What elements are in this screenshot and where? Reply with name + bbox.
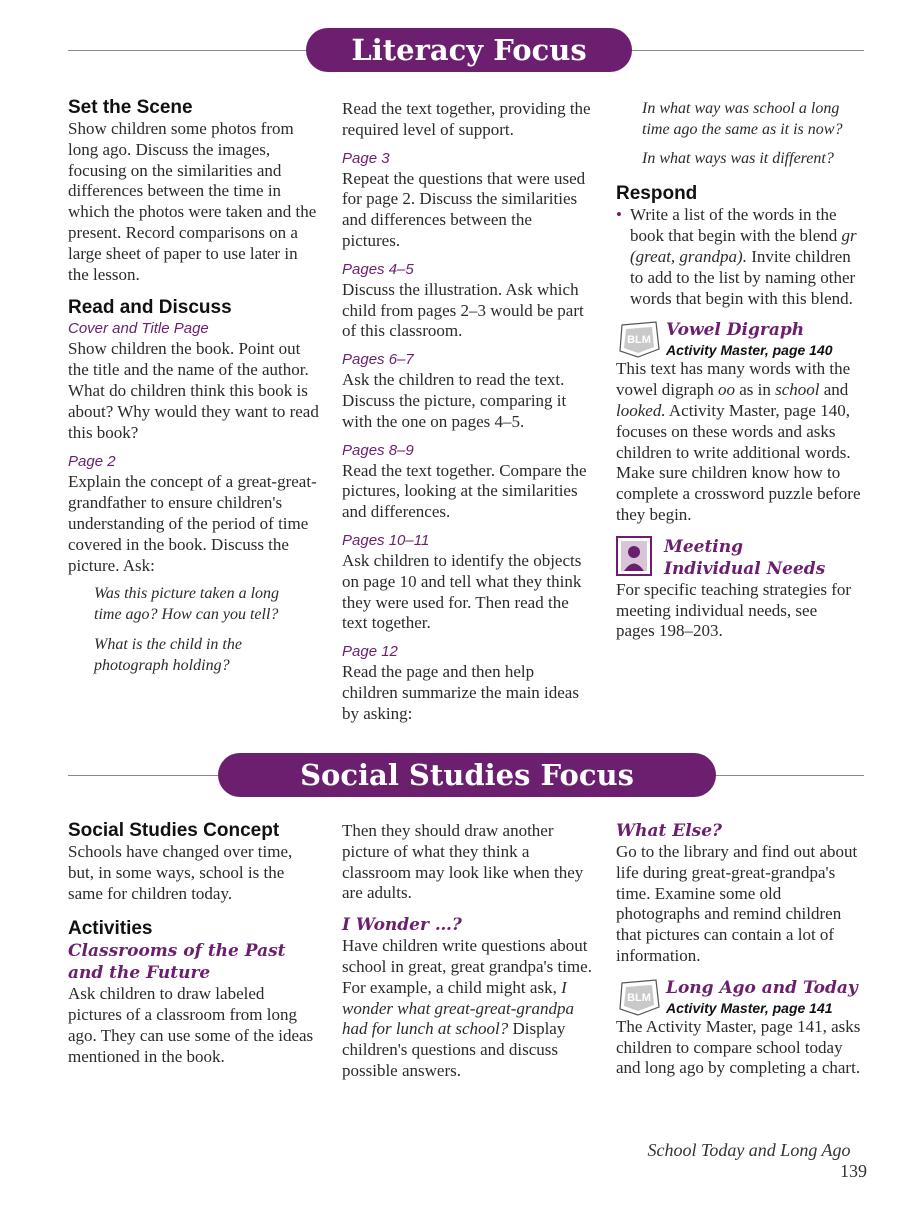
vowel-digraph-block [616, 319, 866, 359]
blm-icon [616, 977, 662, 1017]
pages1011-text: Ask children to identify the objects on page 10 and tell what they think they were used for. Then read the text together. [342, 550, 582, 633]
page12-subheading: Page 12 [342, 643, 398, 661]
pages1011-subheading: Pages 10–11 [342, 531, 430, 549]
concept-heading: Social Studies Concept [68, 820, 280, 841]
social-column-2 [342, 821, 592, 1082]
person-icon [616, 536, 652, 576]
classrooms-text: Ask children to draw labeled pictures of a classroom from long ago. They can use some of the ideas mentioned in the book. [68, 984, 314, 1066]
social-rule-right [714, 775, 864, 776]
respond-text: Write a list of the words in the book that begin with the blend gr (great, grandpa). Invite children to add to the list by naming other words that begin with this blend. [630, 205, 857, 308]
pages67-subheading: Pages 6–7 [342, 351, 414, 369]
what-else-title: What Else? [616, 821, 723, 841]
then-draw-text: Then they should draw another picture of what they think a classroom may look like when they are adults. [342, 821, 584, 903]
question-child-holding: What is the child in the photograph holding? [94, 635, 242, 674]
question-picture-taken: Was this picture taken a long time ago? How can you tell? [94, 585, 280, 624]
literacy-rule-left [68, 50, 308, 51]
cover-text: Show children the book. Point out the title and the name of the author. What do children think this book is about? Why would they want to read this book? [68, 339, 319, 442]
meeting-needs-text: For specific teaching strategies for meeting individual needs, see pages 198–203. [616, 579, 852, 641]
vowel-digraph-text: This text has many words with the vowel digraph oo as in school and looked. Activity Master, page 140, focuses on these words and asks children to write additional words. Make sure children know how to complete a crossword puzzle before they begin. [616, 359, 861, 524]
question-different: In what ways was it different? [642, 149, 834, 167]
page3-text: Repeat the questions that were used for page 2. Discuss the similarities and differences between the pictures. [342, 168, 586, 250]
vowel-activity-master: Activity Master, page 140 [666, 342, 833, 359]
long-ago-text: The Activity Master, page 141, asks children to compare school today and long ago by completing a chart. [616, 1016, 861, 1078]
pages89-subheading: Pages 8–9 [342, 441, 414, 459]
vowel-digraph-title: Vowel Digraph [666, 320, 805, 341]
what-else-text: Go to the library and find out about life during great-great-grandpa's time. Examine some old photographs and remind children that pictures can contain a lot of information. [616, 842, 858, 965]
literacy-rule-right [630, 50, 864, 51]
footer-title: School Today and Long Ago [647, 1140, 851, 1160]
individual-needs-title: Individual Needs [664, 558, 826, 579]
read-together-text: Read the text together, providing the required level of support. [342, 99, 591, 139]
question-same-as-now: In what way was school a long time ago the same as it is now? [642, 100, 843, 138]
social-rule-left [68, 775, 222, 776]
long-ago-block [616, 977, 866, 1017]
page3-subheading: Page 3 [342, 149, 390, 167]
respond-bullet-item [616, 205, 866, 309]
pages45-subheading: Pages 4–5 [342, 260, 414, 278]
literacy-column-3 [616, 99, 866, 642]
pages89-text: Read the text together. Compare the pictures, looking at the similarities and differences. [342, 460, 587, 522]
set-scene-text: Show children some photos from long ago. Discuss the images, focusing on the similarities and differences between the time in which the photos were taken and the present. Record comparisons on a large sheet of paper to use later in the lesson. [68, 119, 317, 284]
wonder-title: I Wonder …? [342, 915, 462, 936]
future-title: and the Future [68, 963, 211, 984]
pages45-text: Discuss the illustration. Ask which child from pages 2–3 would be part of this classroom. [342, 279, 584, 341]
cover-subheading: Cover and Title Page [68, 320, 209, 338]
bullet-marker: • [616, 205, 622, 225]
meeting-needs-block [616, 536, 866, 580]
svg-text:BLM: BLM [627, 991, 651, 1004]
social-column-1 [68, 820, 320, 1068]
set-scene-heading: Set the Scene [68, 97, 193, 118]
literacy-focus-banner: Literacy Focus [306, 28, 632, 72]
page2-text: Explain the concept of a great-great-grandfather to ensure children's understanding of the period of time covered in the book. Discuss the picture. Ask: [68, 472, 317, 575]
blm-icon [616, 319, 662, 359]
concept-text: Schools have changed over time, but, in some ways, school is the same for children today. [68, 842, 293, 903]
read-discuss-heading: Read and Discuss [68, 297, 232, 319]
literacy-column-1 [68, 97, 320, 677]
pages67-text: Ask the children to read the text. Discuss the picture, comparing it with the one on pages 4–5. [342, 370, 567, 431]
wonder-text: Have children write questions about school in great, great grandpa's time. For example, a child might ask, I wonder what great-great-grandpa had for lunch at school? Display children's questions and discuss possible answers. [342, 936, 592, 1080]
classrooms-title: Classrooms of the Past [68, 941, 286, 962]
social-column-3 [616, 820, 866, 1079]
page2-subheading: Page 2 [68, 453, 116, 471]
long-ago-title: Long Ago and Today [666, 977, 858, 998]
svg-text:BLM: BLM [627, 334, 651, 347]
activities-heading: Activities [68, 918, 153, 940]
long-ago-activity-master: Activity Master, page 141 [666, 999, 833, 1016]
social-studies-focus-banner: Social Studies Focus [218, 753, 716, 797]
literacy-column-2 [342, 99, 592, 725]
page-number: 139 [840, 1161, 867, 1181]
page-footer [617, 1140, 867, 1182]
respond-heading: Respond [616, 183, 698, 205]
meeting-title: Meeting [664, 536, 744, 557]
page12-text: Read the page and then help children summarize the main ideas by asking: [342, 662, 579, 723]
